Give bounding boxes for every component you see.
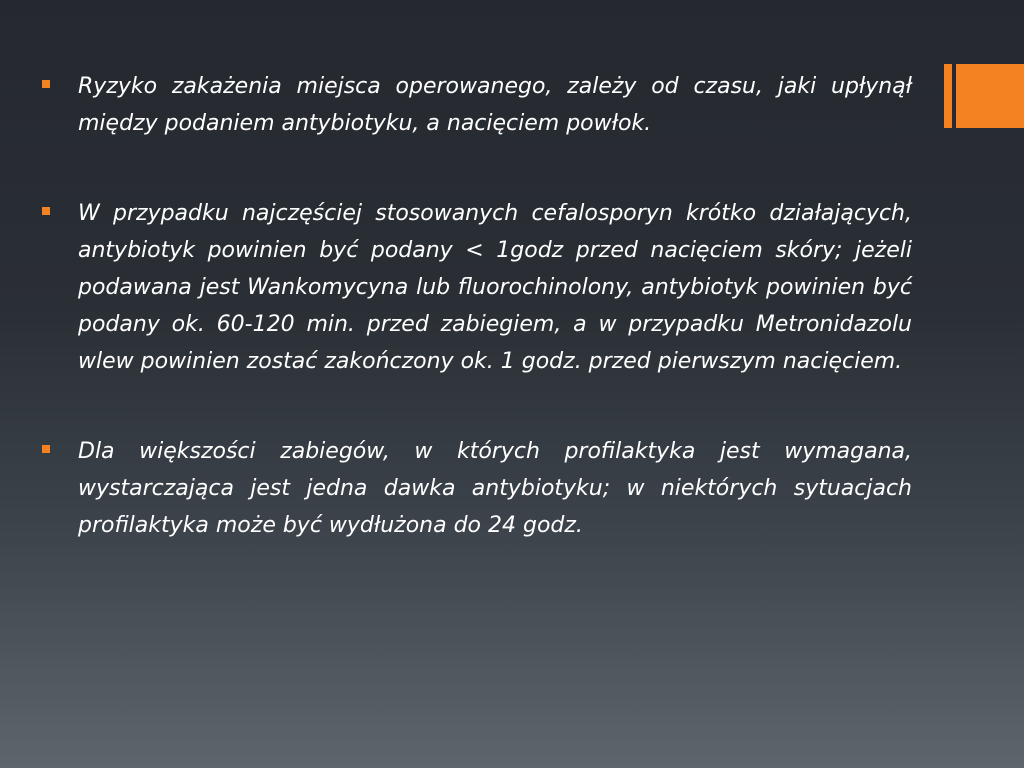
accent-bar-wide <box>956 64 1024 128</box>
orange-accent-bars <box>944 64 1024 128</box>
bullet-text: W przypadku najczęściej stosowanych cefalosporyn krótko działających, antybiotyk powinien być podany < 1godz przed nacięciem skóry; jeżeli podawana jest Wankomycyna lub fluorochinolony, antybiotyk powinien być podany ok. 60-120 min. przed zabiegiem, a w przypadku Metronidazolu wlew powinien zostać zakończony ok. 1 godz. przed pierwszym nacięciem. <box>78 201 912 374</box>
square-bullet-icon <box>42 80 50 88</box>
square-bullet-icon <box>42 207 50 215</box>
accent-bar-thin <box>944 64 952 128</box>
bullet-item <box>40 433 912 544</box>
bullet-text: Dla większości zabiegów, w których profilaktyka jest wymagana, wystarczająca jest jedna dawka antybiotyku; w niektórych sytuacjach profilaktyka może być wydłużona do 24 godz. <box>78 439 912 538</box>
bullet-item <box>40 195 912 380</box>
bullet-item <box>40 68 912 142</box>
bullet-list <box>40 68 912 597</box>
bullet-text: Ryzyko zakażenia miejsca operowanego, zależy od czasu, jaki upłynął między podaniem antybiotyku, a nacięciem powłok. <box>78 74 912 136</box>
square-bullet-icon <box>42 445 50 453</box>
